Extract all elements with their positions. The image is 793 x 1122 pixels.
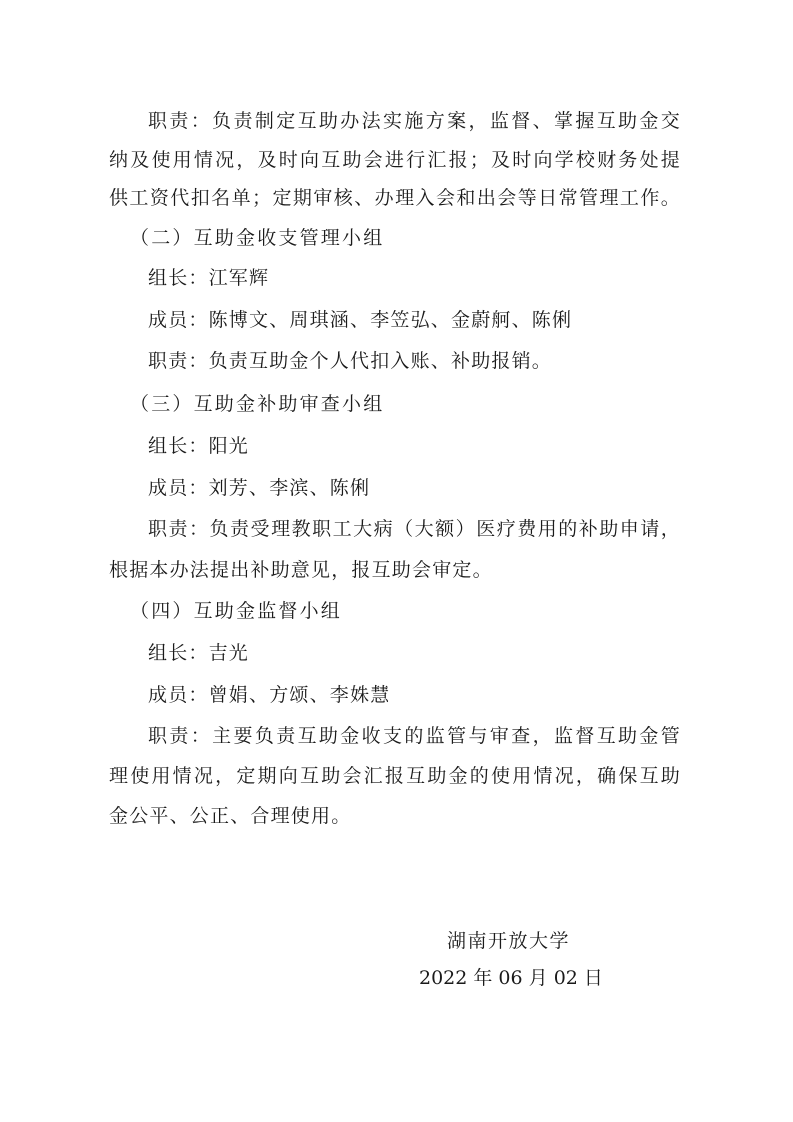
signature-organization: 湖南开放大学 <box>447 930 571 952</box>
group3-duty-line-2: 根据本办法提出补助意见，报互助会审定。 <box>109 559 493 581</box>
group4-leader: 组长：吉光 <box>148 642 250 664</box>
group1-duty-line-3: 供工资代扣名单；定期审核、办理入会和出会等日常管理工作。 <box>109 187 681 209</box>
group3-members: 成员：刘芳、李滨、陈俐 <box>148 477 371 499</box>
group4-members: 成员：曾娟、方颂、李姝慧 <box>148 684 391 706</box>
group1-duty-line-2: 纳及使用情况，及时向互助会进行汇报；及时向学校财务处提 <box>109 149 681 171</box>
group4-duty-line-1: 职责：主要负责互助金收支的监管与审查，监督互助金管 <box>148 725 681 747</box>
group3-duty-line-1: 职责：负责受理教职工大病（大额）医疗费用的补助申请， <box>148 518 681 540</box>
group4-duty-line-2: 理使用情况，定期向互助会汇报互助金的使用情况，确保互助 <box>109 765 681 787</box>
group2-members: 成员：陈博文、周琪涵、李笠弘、金蔚舸、陈俐 <box>148 309 573 331</box>
group3-heading: （三）互助金补助审查小组 <box>130 393 385 415</box>
group2-heading: （二）互助金收支管理小组 <box>130 227 385 249</box>
group2-leader: 组长：江军辉 <box>148 267 270 289</box>
group1-duty-line-1: 职责：负责制定互助办法实施方案，监督、掌握互助金交 <box>148 110 681 132</box>
group4-duty-line-3: 金公平、公正、合理使用。 <box>109 805 352 827</box>
group3-leader: 组长：阳光 <box>148 435 250 457</box>
group2-duty: 职责：负责互助金个人代扣入账、补助报销。 <box>148 350 553 372</box>
signature-date: 2022 年 06 月 02 日 <box>419 967 603 989</box>
group4-heading: （四）互助金监督小组 <box>130 600 343 622</box>
